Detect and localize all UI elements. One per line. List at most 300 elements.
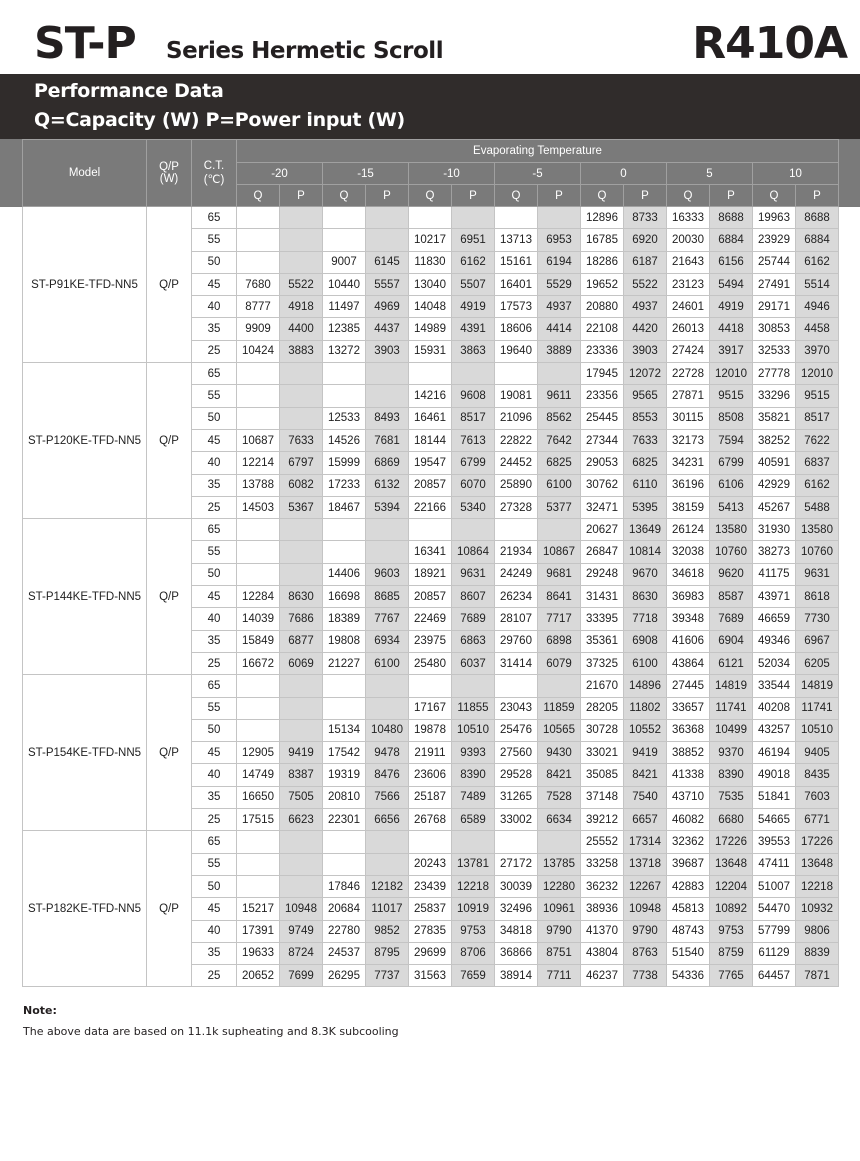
- power-cell: 6069: [280, 652, 323, 674]
- capacity-cell: 19633: [237, 942, 280, 964]
- power-cell: 13781: [452, 853, 495, 875]
- capacity-cell: 25445: [581, 407, 624, 429]
- power-cell: 9565: [624, 385, 667, 407]
- power-cell: 7681: [366, 429, 409, 451]
- capacity-cell: 46082: [667, 809, 710, 831]
- capacity-cell: 35821: [753, 407, 796, 429]
- power-cell: 9393: [452, 742, 495, 764]
- power-cell: 4391: [452, 318, 495, 340]
- power-cell: 6100: [538, 474, 581, 496]
- capacity-cell: [409, 831, 452, 853]
- capacity-cell: [237, 719, 280, 741]
- capacity-cell: 43971: [753, 586, 796, 608]
- capacity-cell: [495, 519, 538, 541]
- table-row: [23, 363, 839, 385]
- capacity-cell: 20810: [323, 786, 366, 808]
- power-cell: 7633: [624, 429, 667, 451]
- power-cell: 9515: [796, 385, 839, 407]
- power-cell: 14896: [624, 675, 667, 697]
- capacity-cell: 19808: [323, 630, 366, 652]
- power-cell: 6771: [796, 809, 839, 831]
- capacity-cell: 47411: [753, 853, 796, 875]
- power-cell: 5494: [710, 273, 753, 295]
- capacity-cell: 29760: [495, 630, 538, 652]
- condensing-temp-cell: 45: [192, 898, 237, 920]
- power-cell: 3903: [624, 340, 667, 362]
- capacity-cell: 32471: [581, 496, 624, 518]
- capacity-cell: 17846: [323, 875, 366, 897]
- condensing-temp-cell: 35: [192, 630, 237, 652]
- power-cell: [280, 697, 323, 719]
- q-header: Q: [409, 185, 452, 207]
- power-cell: 13580: [710, 519, 753, 541]
- capacity-cell: 10217: [409, 229, 452, 251]
- capacity-cell: [323, 853, 366, 875]
- capacity-cell: 30039: [495, 875, 538, 897]
- capacity-cell: 19081: [495, 385, 538, 407]
- capacity-cell: 48743: [667, 920, 710, 942]
- power-cell: 6132: [366, 474, 409, 496]
- capacity-cell: 12896: [581, 207, 624, 229]
- power-cell: [280, 251, 323, 273]
- capacity-cell: 22780: [323, 920, 366, 942]
- power-cell: 11741: [710, 697, 753, 719]
- capacity-cell: 23356: [581, 385, 624, 407]
- table-row: [23, 831, 839, 853]
- series-title: Series Hermetic Scroll: [166, 38, 444, 64]
- power-cell: 8387: [280, 764, 323, 786]
- power-cell: 3917: [710, 340, 753, 362]
- capacity-cell: 21934: [495, 541, 538, 563]
- power-cell: 9620: [710, 563, 753, 585]
- capacity-cell: [323, 519, 366, 541]
- power-cell: [538, 675, 581, 697]
- capacity-cell: 25187: [409, 786, 452, 808]
- power-cell: 7718: [624, 608, 667, 630]
- capacity-cell: 12214: [237, 452, 280, 474]
- power-cell: 6934: [366, 630, 409, 652]
- capacity-cell: 31431: [581, 586, 624, 608]
- capacity-cell: 32362: [667, 831, 710, 853]
- p-header: P: [624, 185, 667, 207]
- condensing-temp-cell: 40: [192, 296, 237, 318]
- power-cell: 12010: [796, 363, 839, 385]
- condensing-temp-cell: 35: [192, 318, 237, 340]
- capacity-cell: 21096: [495, 407, 538, 429]
- table-row: [23, 207, 839, 229]
- capacity-cell: 33296: [753, 385, 796, 407]
- power-cell: 7699: [280, 965, 323, 987]
- capacity-cell: 11830: [409, 251, 452, 273]
- power-cell: [366, 385, 409, 407]
- power-cell: 4420: [624, 318, 667, 340]
- capacity-cell: 43864: [667, 652, 710, 674]
- capacity-cell: 38914: [495, 965, 538, 987]
- capacity-cell: 19652: [581, 273, 624, 295]
- power-cell: 4458: [796, 318, 839, 340]
- model-name: ST-P91KE-TFD-NN5: [23, 207, 147, 363]
- capacity-cell: [409, 675, 452, 697]
- capacity-cell: 40208: [753, 697, 796, 719]
- capacity-cell: [237, 541, 280, 563]
- capacity-cell: 15161: [495, 251, 538, 273]
- capacity-cell: 18921: [409, 563, 452, 585]
- capacity-cell: [495, 831, 538, 853]
- capacity-cell: 14216: [409, 385, 452, 407]
- header-left-bar: [0, 139, 22, 207]
- band-title: Performance Data: [34, 80, 224, 102]
- power-cell: 6110: [624, 474, 667, 496]
- power-cell: 10948: [624, 898, 667, 920]
- header-ct-line1: C.T.: [203, 160, 225, 172]
- capacity-cell: 51540: [667, 942, 710, 964]
- capacity-cell: 23606: [409, 764, 452, 786]
- power-cell: 4418: [710, 318, 753, 340]
- capacity-cell: 28205: [581, 697, 624, 719]
- power-cell: 8562: [538, 407, 581, 429]
- capacity-cell: 16341: [409, 541, 452, 563]
- evap-temp-header: -20: [237, 163, 323, 185]
- power-cell: 6634: [538, 809, 581, 831]
- power-cell: 4918: [280, 296, 323, 318]
- power-cell: [280, 875, 323, 897]
- power-cell: 6100: [366, 652, 409, 674]
- capacity-cell: 29699: [409, 942, 452, 964]
- capacity-cell: 42929: [753, 474, 796, 496]
- capacity-cell: 43804: [581, 942, 624, 964]
- power-cell: 14819: [796, 675, 839, 697]
- capacity-cell: 27560: [495, 742, 538, 764]
- note-text: The above data are based on 11.1k supheating and 8.3K subcooling: [23, 1025, 399, 1038]
- power-cell: 17314: [624, 831, 667, 853]
- capacity-cell: 39687: [667, 853, 710, 875]
- capacity-cell: 27871: [667, 385, 710, 407]
- condensing-temp-cell: 40: [192, 764, 237, 786]
- condensing-temp-cell: 55: [192, 697, 237, 719]
- capacity-cell: 25476: [495, 719, 538, 741]
- capacity-cell: [237, 407, 280, 429]
- power-cell: 4946: [796, 296, 839, 318]
- power-cell: 5507: [452, 273, 495, 295]
- evap-temp-header: -15: [323, 163, 409, 185]
- power-cell: 9790: [538, 920, 581, 942]
- power-cell: [538, 363, 581, 385]
- capacity-cell: [323, 385, 366, 407]
- power-cell: 5557: [366, 273, 409, 295]
- power-cell: 6908: [624, 630, 667, 652]
- capacity-cell: [237, 831, 280, 853]
- capacity-cell: [495, 675, 538, 697]
- evap-temp-header: 5: [667, 163, 753, 185]
- power-cell: 6121: [710, 652, 753, 674]
- power-cell: 8618: [796, 586, 839, 608]
- condensing-temp-cell: 40: [192, 608, 237, 630]
- power-cell: 6837: [796, 452, 839, 474]
- capacity-cell: 28107: [495, 608, 538, 630]
- header-ct-line2: (℃): [203, 174, 225, 186]
- capacity-cell: [237, 229, 280, 251]
- power-cell: 10760: [710, 541, 753, 563]
- condensing-temp-cell: 25: [192, 965, 237, 987]
- capacity-cell: 14989: [409, 318, 452, 340]
- p-header: P: [366, 185, 409, 207]
- header-qp-line2: (W): [159, 173, 179, 185]
- capacity-cell: 36368: [667, 719, 710, 741]
- capacity-cell: 8777: [237, 296, 280, 318]
- capacity-cell: 29248: [581, 563, 624, 585]
- power-cell: 9806: [796, 920, 839, 942]
- power-cell: 14819: [710, 675, 753, 697]
- power-cell: 7659: [452, 965, 495, 987]
- power-cell: 10565: [538, 719, 581, 741]
- power-cell: [366, 229, 409, 251]
- capacity-cell: 26013: [667, 318, 710, 340]
- capacity-cell: 29528: [495, 764, 538, 786]
- power-cell: 9419: [624, 742, 667, 764]
- capacity-cell: 37325: [581, 652, 624, 674]
- power-cell: [280, 519, 323, 541]
- power-cell: 8517: [452, 407, 495, 429]
- capacity-cell: 17542: [323, 742, 366, 764]
- power-cell: 7489: [452, 786, 495, 808]
- capacity-cell: 9007: [323, 251, 366, 273]
- capacity-cell: 49346: [753, 630, 796, 652]
- capacity-cell: 45267: [753, 496, 796, 518]
- power-cell: 7633: [280, 429, 323, 451]
- capacity-cell: 27445: [667, 675, 710, 697]
- condensing-temp-cell: 40: [192, 452, 237, 474]
- capacity-cell: [495, 363, 538, 385]
- power-cell: [538, 519, 581, 541]
- power-cell: 8688: [710, 207, 753, 229]
- power-cell: 13718: [624, 853, 667, 875]
- power-cell: 11859: [538, 697, 581, 719]
- capacity-cell: 61129: [753, 942, 796, 964]
- performance-table: [22, 139, 839, 987]
- power-cell: 10919: [452, 898, 495, 920]
- capacity-cell: 36983: [667, 586, 710, 608]
- condensing-temp-cell: 45: [192, 429, 237, 451]
- condensing-temp-cell: 35: [192, 474, 237, 496]
- performance-body: [23, 207, 839, 987]
- power-cell: 13648: [710, 853, 753, 875]
- power-cell: [280, 541, 323, 563]
- capacity-cell: 25480: [409, 652, 452, 674]
- capacity-cell: 27835: [409, 920, 452, 942]
- capacity-cell: 41606: [667, 630, 710, 652]
- capacity-cell: 12284: [237, 586, 280, 608]
- power-cell: 6205: [796, 652, 839, 674]
- capacity-cell: 12385: [323, 318, 366, 340]
- power-cell: 7767: [366, 608, 409, 630]
- power-cell: 11855: [452, 697, 495, 719]
- capacity-cell: [237, 875, 280, 897]
- capacity-cell: [495, 207, 538, 229]
- power-cell: [452, 207, 495, 229]
- capacity-cell: 35085: [581, 764, 624, 786]
- power-cell: 6589: [452, 809, 495, 831]
- capacity-cell: 39212: [581, 809, 624, 831]
- power-cell: [366, 207, 409, 229]
- capacity-cell: 38852: [667, 742, 710, 764]
- capacity-cell: 16672: [237, 652, 280, 674]
- capacity-cell: [237, 853, 280, 875]
- power-cell: [280, 385, 323, 407]
- refrigerant-label: R410A: [692, 18, 847, 69]
- power-cell: 3863: [452, 340, 495, 362]
- capacity-cell: 32173: [667, 429, 710, 451]
- p-header: P: [538, 185, 581, 207]
- power-cell: 6162: [796, 474, 839, 496]
- capacity-cell: 39348: [667, 608, 710, 630]
- capacity-cell: 27344: [581, 429, 624, 451]
- power-cell: 6967: [796, 630, 839, 652]
- power-cell: 8751: [538, 942, 581, 964]
- capacity-cell: 57799: [753, 920, 796, 942]
- capacity-cell: 27172: [495, 853, 538, 875]
- capacity-cell: 9909: [237, 318, 280, 340]
- capacity-cell: 46659: [753, 608, 796, 630]
- qp-cell: Q/P: [147, 207, 192, 363]
- header-qp-line1: Q/P: [159, 161, 179, 173]
- power-cell: 12010: [710, 363, 753, 385]
- capacity-cell: 17573: [495, 296, 538, 318]
- power-cell: 5395: [624, 496, 667, 518]
- capacity-cell: 15931: [409, 340, 452, 362]
- condensing-temp-cell: 45: [192, 586, 237, 608]
- condensing-temp-cell: 25: [192, 496, 237, 518]
- capacity-cell: 12533: [323, 407, 366, 429]
- capacity-cell: 30762: [581, 474, 624, 496]
- condensing-temp-cell: 25: [192, 340, 237, 362]
- capacity-cell: 36866: [495, 942, 538, 964]
- power-cell: 6953: [538, 229, 581, 251]
- power-cell: [366, 519, 409, 541]
- power-cell: 6951: [452, 229, 495, 251]
- power-cell: 4937: [624, 296, 667, 318]
- capacity-cell: 38252: [753, 429, 796, 451]
- power-cell: 6156: [710, 251, 753, 273]
- power-cell: 3883: [280, 340, 323, 362]
- capacity-cell: 41175: [753, 563, 796, 585]
- capacity-cell: 19963: [753, 207, 796, 229]
- power-cell: 7689: [710, 608, 753, 630]
- capacity-cell: 10424: [237, 340, 280, 362]
- capacity-cell: 25552: [581, 831, 624, 853]
- capacity-cell: [323, 207, 366, 229]
- power-cell: 6884: [796, 229, 839, 251]
- power-cell: 7505: [280, 786, 323, 808]
- power-cell: 4969: [366, 296, 409, 318]
- capacity-cell: 14039: [237, 608, 280, 630]
- power-cell: [452, 675, 495, 697]
- capacity-cell: 40591: [753, 452, 796, 474]
- power-cell: 7711: [538, 965, 581, 987]
- power-cell: 5514: [796, 273, 839, 295]
- brand-title: ST-P: [34, 18, 136, 69]
- power-cell: 12182: [366, 875, 409, 897]
- capacity-cell: 19319: [323, 764, 366, 786]
- power-cell: 6657: [624, 809, 667, 831]
- power-cell: 8587: [710, 586, 753, 608]
- power-cell: 7717: [538, 608, 581, 630]
- capacity-cell: 15999: [323, 452, 366, 474]
- power-cell: [280, 563, 323, 585]
- capacity-cell: 18467: [323, 496, 366, 518]
- power-cell: 12218: [452, 875, 495, 897]
- power-cell: 5529: [538, 273, 581, 295]
- capacity-cell: 21643: [667, 251, 710, 273]
- capacity-cell: 54470: [753, 898, 796, 920]
- power-cell: 4400: [280, 318, 323, 340]
- capacity-cell: 39553: [753, 831, 796, 853]
- evap-temp-header: -10: [409, 163, 495, 185]
- power-cell: 10867: [538, 541, 581, 563]
- capacity-cell: 27491: [753, 273, 796, 295]
- power-cell: 6869: [366, 452, 409, 474]
- capacity-cell: 19640: [495, 340, 538, 362]
- capacity-cell: 33002: [495, 809, 538, 831]
- power-cell: 7566: [366, 786, 409, 808]
- capacity-cell: [409, 207, 452, 229]
- capacity-cell: 17233: [323, 474, 366, 496]
- power-cell: 9790: [624, 920, 667, 942]
- power-cell: 8630: [624, 586, 667, 608]
- capacity-cell: 21227: [323, 652, 366, 674]
- capacity-cell: [409, 519, 452, 541]
- condensing-temp-cell: 50: [192, 251, 237, 273]
- power-cell: 8435: [796, 764, 839, 786]
- header-ct: [192, 140, 237, 207]
- power-cell: 8641: [538, 586, 581, 608]
- capacity-cell: 38936: [581, 898, 624, 920]
- power-cell: 6898: [538, 630, 581, 652]
- capacity-cell: [323, 541, 366, 563]
- capacity-cell: 13040: [409, 273, 452, 295]
- power-cell: 7540: [624, 786, 667, 808]
- q-header: Q: [237, 185, 280, 207]
- power-cell: 10864: [452, 541, 495, 563]
- power-cell: 6797: [280, 452, 323, 474]
- condensing-temp-cell: 40: [192, 920, 237, 942]
- power-cell: 9681: [538, 563, 581, 585]
- capacity-cell: 24537: [323, 942, 366, 964]
- capacity-cell: 14749: [237, 764, 280, 786]
- condensing-temp-cell: 65: [192, 207, 237, 229]
- capacity-cell: 36232: [581, 875, 624, 897]
- evap-temp-header: 10: [753, 163, 839, 185]
- capacity-cell: 31414: [495, 652, 538, 674]
- condensing-temp-cell: 25: [192, 809, 237, 831]
- power-cell: 9478: [366, 742, 409, 764]
- capacity-cell: 27424: [667, 340, 710, 362]
- power-cell: 7613: [452, 429, 495, 451]
- capacity-cell: 15849: [237, 630, 280, 652]
- note-title: Note:: [23, 1004, 57, 1017]
- capacity-cell: [237, 675, 280, 697]
- capacity-cell: 13713: [495, 229, 538, 251]
- power-cell: 5377: [538, 496, 581, 518]
- power-cell: 7594: [710, 429, 753, 451]
- capacity-cell: 17391: [237, 920, 280, 942]
- power-cell: 5394: [366, 496, 409, 518]
- capacity-cell: 16461: [409, 407, 452, 429]
- power-cell: 12204: [710, 875, 753, 897]
- power-cell: [280, 831, 323, 853]
- capacity-cell: 18144: [409, 429, 452, 451]
- capacity-cell: 22469: [409, 608, 452, 630]
- capacity-cell: 34231: [667, 452, 710, 474]
